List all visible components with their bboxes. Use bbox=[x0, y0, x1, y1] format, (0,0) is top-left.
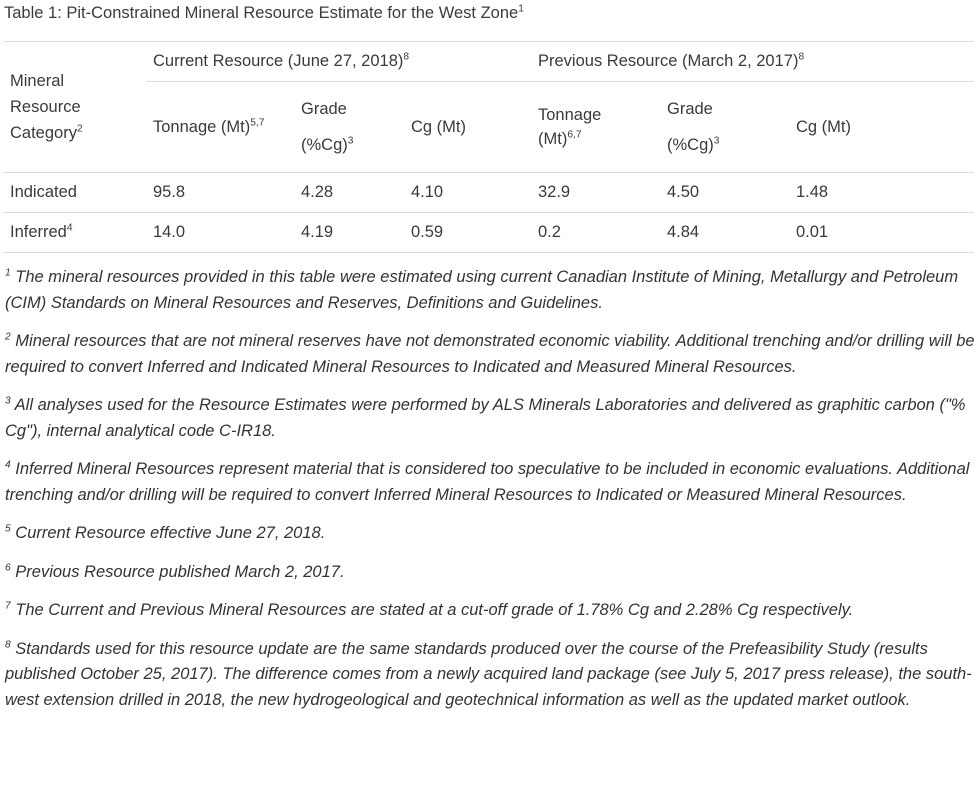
current-resource-header: Current Resource (June 27, 2018)$^8$ bbox=[153, 51, 410, 70]
footnote-4: $^4$ Inferred Mineral Resources represent material that is considered too speculative to be included in economic evaluations. Additional trenching and/or drilling will be required to convert Inferred Mineral Resources to Indicated or Measured Mineral Resources. bbox=[5, 459, 970, 504]
table-title-text: Table 1: Pit-Constrained Mineral Resource Estimate for the West Zone bbox=[4, 4, 519, 22]
previous-cg-header: Cg (Mt) bbox=[790, 82, 974, 173]
category-cell: Inferred$^4$ bbox=[10, 222, 73, 241]
prev-cg-cell: 0.01 bbox=[796, 223, 829, 241]
previous-resource-header: Previous Resource (March 2, 2017)$^8$ bbox=[538, 51, 805, 70]
current-grade-header: Grade $(\%Cg)^3$ bbox=[295, 82, 405, 173]
previous-grade-header: Grade $(\%Cg)^3$ bbox=[661, 82, 790, 173]
footnote-6: $^6$ Previous Resource published March 2, 2017. bbox=[5, 562, 345, 581]
table-title bbox=[4, 4, 524, 23]
prev-grade-cell: 4.84 bbox=[667, 223, 700, 241]
resource-table bbox=[4, 41, 974, 253]
footnote-7: $^7$ The Current and Previous Mineral Resources are stated at a cut-off grade of 1.78% Cg and 2.28% Cg respectively. bbox=[5, 600, 854, 619]
cur-cg-cell: 4.10 bbox=[411, 183, 444, 201]
prev-tonnage-cell: 0.2 bbox=[538, 223, 561, 241]
prev-grade-cell: 4.50 bbox=[667, 183, 700, 201]
cur-cg-cell: 0.59 bbox=[411, 223, 444, 241]
footnote-5: $^5$ Current Resource effective June 27, 2018. bbox=[5, 523, 326, 542]
table-row bbox=[4, 173, 974, 213]
prev-tonnage-cell: 32.9 bbox=[538, 183, 571, 201]
footnote-1: $^1$ The mineral resources provided in this table were estimated using current Canadian Institute of Mining, Metallurgy and Petroleum (CIM) Standards on Mineral Resources and Reserves, Definitions and Guidelines. bbox=[5, 267, 959, 312]
cur-tonnage-cell: 14.0 bbox=[153, 223, 186, 241]
footnotes bbox=[5, 265, 975, 726]
table-title-sup: 1 bbox=[518, 3, 524, 15]
table-row bbox=[4, 213, 974, 253]
prev-cg-cell: 1.48 bbox=[796, 183, 829, 201]
cur-grade-cell: 4.28 bbox=[301, 183, 334, 201]
previous-tonnage-header: Tonnage $(Mt)^{6,7}$ bbox=[532, 82, 661, 173]
cur-tonnage-cell: 95.8 bbox=[153, 183, 186, 201]
current-tonnage-header: Tonnage $(Mt)^{5,7}$ bbox=[147, 82, 295, 173]
category-header: Mineral Resource Category$^2$ bbox=[4, 42, 147, 173]
cur-grade-cell: 4.19 bbox=[301, 223, 334, 241]
footnote-8: $^8$ Standards used for this resource update are the same standards produced over the course of the Prefeasibility Study (results published October 25, 2017). The difference comes from a newly acquired land package (see July 5, 2017 press release), the south-west extension drilled in 2018, the new hydrogeological and geotechnical information as well as the updated market outlook. bbox=[5, 639, 972, 709]
current-cg-header: Cg (Mt) bbox=[405, 82, 532, 173]
footnote-2: $^2$ Mineral resources that are not mineral reserves have not demonstrated economic viability. Additional trenching and/or drilling will be required to convert Inferred and Indicated Mineral Resources to Indicated and Measured Mineral Resources. bbox=[5, 331, 975, 376]
footnote-3: $^3$ All analyses used for the Resource Estimates were performed by ALS Minerals Laboratories and delivered as graphitic carbon ("% Cg"), internal analytical code C-IR18. bbox=[5, 395, 966, 440]
category-cell: Indicated bbox=[10, 183, 77, 201]
